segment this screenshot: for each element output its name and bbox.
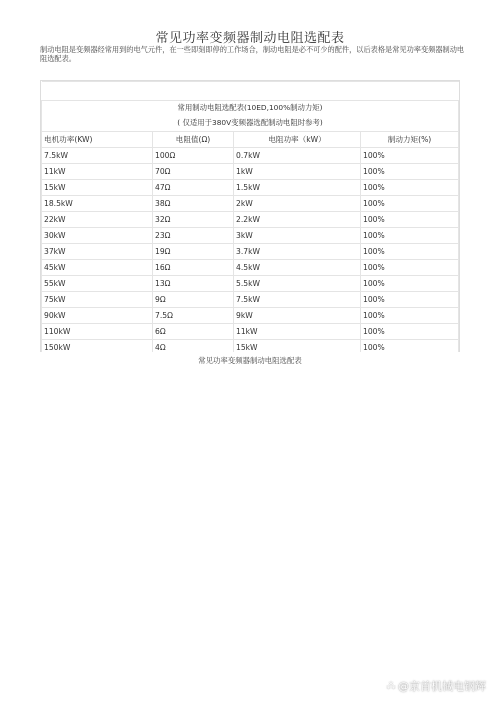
cell-resistor-power: 15kW xyxy=(234,340,361,353)
cell-resistance: 100Ω xyxy=(153,148,234,164)
cell-resistance: 19Ω xyxy=(153,244,234,260)
cell-resistor-power: 3.7kW xyxy=(234,244,361,260)
cell-resistor-power: 2.2kW xyxy=(234,212,361,228)
cell-resistor-power: 4.5kW xyxy=(234,260,361,276)
cell-braking-torque: 100% xyxy=(361,148,459,164)
cell-resistance: 13Ω xyxy=(153,276,234,292)
cell-resistor-power: 1kW xyxy=(234,164,361,180)
cell-motor-power: 7.5kW xyxy=(42,148,153,164)
table-row xyxy=(42,324,459,340)
table-row xyxy=(42,308,459,324)
cell-motor-power: 55kW xyxy=(42,276,153,292)
table-caption-row xyxy=(42,115,459,132)
cell-motor-power: 15kW xyxy=(42,180,153,196)
cell-motor-power: 90kW xyxy=(42,308,153,324)
table-caption-line1: 常用制动电阻选配表(10ED,100%制动力矩) xyxy=(42,101,459,116)
table-row xyxy=(42,228,459,244)
table-row xyxy=(42,260,459,276)
cell-braking-torque: 100% xyxy=(361,260,459,276)
cell-resistor-power: 2kW xyxy=(234,196,361,212)
table-row xyxy=(42,244,459,260)
cell-resistor-power: 9kW xyxy=(234,308,361,324)
cell-braking-torque: 100% xyxy=(361,340,459,353)
header-motor-power: 电机功率(KW) xyxy=(42,132,153,148)
table-row xyxy=(42,212,459,228)
table-row xyxy=(42,148,459,164)
cell-resistor-power: 5.5kW xyxy=(234,276,361,292)
watermark-text: @京首机械电钢辉 xyxy=(398,680,486,693)
cell-resistor-power: 11kW xyxy=(234,324,361,340)
table-caption-row xyxy=(42,101,459,116)
watermark xyxy=(386,678,486,694)
cell-braking-torque: 100% xyxy=(361,180,459,196)
cell-resistor-power: 0.7kW xyxy=(234,148,361,164)
cell-resistance: 32Ω xyxy=(153,212,234,228)
cell-resistance: 4Ω xyxy=(153,340,234,353)
table-row xyxy=(42,180,459,196)
cell-motor-power: 30kW xyxy=(42,228,153,244)
cell-motor-power: 150kW xyxy=(42,340,153,353)
table-row xyxy=(42,292,459,308)
cell-resistor-power: 7.5kW xyxy=(234,292,361,308)
cell-braking-torque: 100% xyxy=(361,228,459,244)
cell-resistor-power: 3kW xyxy=(234,228,361,244)
cell-motor-power: 75kW xyxy=(42,292,153,308)
table-row xyxy=(42,196,459,212)
table-spacer-row xyxy=(42,82,459,101)
table-row xyxy=(42,340,459,353)
weibo-logo-icon: ⁂ xyxy=(386,680,396,692)
intro-paragraph: 制动电阻是变频器经常用到的电气元件，在一些即刻即停的工作场合，制动电阻是必不可少的配件，以后表格是常见功率变频器制动电阻选配表。 xyxy=(40,45,465,63)
cell-resistance: 70Ω xyxy=(153,164,234,180)
cell-motor-power: 22kW xyxy=(42,212,153,228)
cell-motor-power: 45kW xyxy=(42,260,153,276)
cell-braking-torque: 100% xyxy=(361,196,459,212)
cell-resistance: 7.5Ω xyxy=(153,308,234,324)
cell-resistance: 6Ω xyxy=(153,324,234,340)
cell-resistance: 38Ω xyxy=(153,196,234,212)
page-title: 常见功率变频器制动电阻选配表 xyxy=(155,31,345,46)
cell-motor-power: 110kW xyxy=(42,324,153,340)
cell-braking-torque: 100% xyxy=(361,276,459,292)
cell-braking-torque: 100% xyxy=(361,324,459,340)
header-resistor-power: 电阻功率（kW） xyxy=(234,132,361,148)
resistor-table xyxy=(41,81,459,352)
table-row xyxy=(42,164,459,180)
cell-braking-torque: 100% xyxy=(361,164,459,180)
header-resistance: 电阻值(Ω) xyxy=(153,132,234,148)
table-scroll-frame[interactable] xyxy=(40,80,460,352)
header-braking-torque: 制动力矩(%) xyxy=(361,132,459,148)
cell-motor-power: 37kW xyxy=(42,244,153,260)
cell-resistance: 23Ω xyxy=(153,228,234,244)
cell-motor-power: 18.5kW xyxy=(42,196,153,212)
table-row xyxy=(42,276,459,292)
cell-resistor-power: 1.5kW xyxy=(234,180,361,196)
cell-resistance: 9Ω xyxy=(153,292,234,308)
cell-resistance: 16Ω xyxy=(153,260,234,276)
cell-braking-torque: 100% xyxy=(361,212,459,228)
cell-braking-torque: 100% xyxy=(361,292,459,308)
cell-braking-torque: 100% xyxy=(361,244,459,260)
cell-motor-power: 11kW xyxy=(42,164,153,180)
cell-resistance: 47Ω xyxy=(153,180,234,196)
figure-caption: 常见功率变频器制动电阻选配表 xyxy=(198,356,302,365)
table-header-row xyxy=(42,132,459,148)
cell-braking-torque: 100% xyxy=(361,308,459,324)
table-caption-line2: ( 仅适用于380V变频器选配制动电阻时参考) xyxy=(42,115,459,132)
